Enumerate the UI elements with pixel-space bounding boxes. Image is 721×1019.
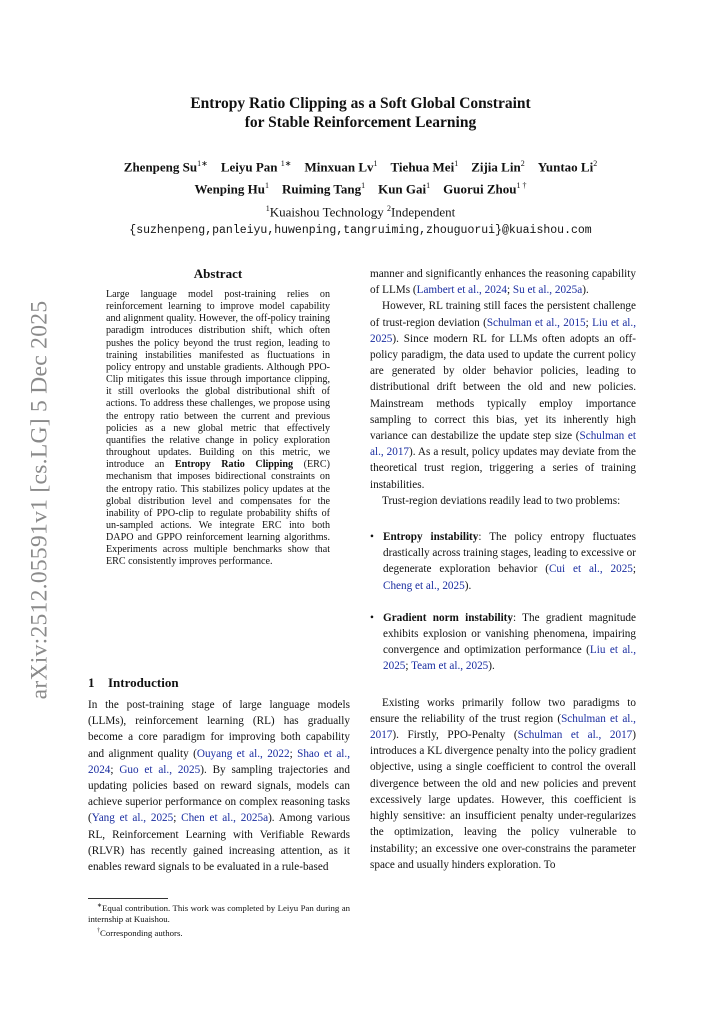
author-line-1	[0, 154, 721, 176]
citation-link[interactable]: Yang et al., 2025	[91, 812, 174, 825]
citation-link[interactable]: Cheng et al., 2025	[383, 579, 465, 592]
citation-link[interactable]: Su et al., 2025a	[512, 284, 583, 297]
author-affil: 1	[264, 181, 269, 191]
abstract-body: Large language model post-training relies on reinforcement learning to improve model capability and alignment quality. However, the off-policy training paradigm introduces distribution shift, which often pushes the policy beyond the trust region, leading to training instabilities manifested as fluctuations in policy entropy and unstable gradients. Although PPO-Clip mitigates this issue through importance clipping, it still overlooks the global distributional shift of actions. To address these challenges, we propose using the entropy ratio between the current and previous policies as a new global metric that effectively quantifies the relative change in policy exploration throughout updates. Building on this metric, we introduce an Entropy Ratio Clipping (ERC) mechanism that imposes bidirectional constraints on the entropy ratio. This stabilizes policy updates at the global distribution level and compensates for the inability of PPO-clip to regulate probability shifts of un-sampled actions. We integrate ERC into both DAPO and GPPO reinforcement learning algorithms. Experiments across multiple benchmarks show that ERC consistently improves performance.	[106, 289, 330, 568]
author: Kun Gai	[378, 181, 427, 197]
citation-link[interactable]: Schulman et al., 2017	[370, 430, 636, 459]
author: Tiehua Mei	[390, 159, 455, 175]
author-affil: 1	[361, 181, 366, 191]
author-affil: 1	[454, 159, 459, 168]
author: Zijia Lin	[471, 159, 521, 175]
footnotes	[88, 901, 350, 939]
author: Zhenpeng Su	[123, 159, 198, 175]
author-affil: 1∗	[280, 159, 292, 168]
list-item: • Gradient norm instability: The gradient magnitude exhibits explosion or vanishing phenomena, impairing convergence and optimization performance (Liu et al., 2025; Team et al., 2025).	[370, 610, 636, 675]
author-affil: 1	[426, 181, 431, 191]
author: Yuntao Li	[537, 159, 594, 175]
citation-link[interactable]: Liu et al., 2025	[370, 316, 637, 345]
section-heading-introduction	[88, 675, 179, 691]
author: Guorui Zhou	[443, 181, 517, 197]
footnote-divider	[88, 898, 168, 899]
author: Ruiming Tang	[281, 181, 362, 197]
abstract-heading: Abstract	[193, 266, 243, 281]
citation-link[interactable]: Schulman et al., 2015	[486, 316, 586, 329]
citation-link[interactable]: Liu et al., 2025	[383, 644, 636, 673]
paragraph: Trust-region deviations readily lead to two problems:	[382, 494, 621, 507]
problem-list	[370, 529, 636, 675]
paragraph: However, RL training still faces the persistent challenge of trust-region deviation (Schulman et al., 2015; Liu et al., 2025). Since modern RL for LLMs often adopts an off-policy paradigm, the data used to update the current policy are generated by older behavior policies, leading to distributional drift between the old and new policies. Mainstream methods typically employ importance sampling to correct this bias, yet its inherently high variance can destabilize the update step size (Schulman et al., 2017). As a result, policy updates may deviate from the theoretical trust region, triggering a series of training instabilities.	[370, 300, 637, 491]
footnote-equal-contribution: ∗Equal contribution. This work was completed by Leiyu Pan during an internship at Kuaishou.	[88, 902, 350, 925]
citation-link[interactable]: Cui et al., 2025	[548, 563, 633, 576]
author-line-2	[0, 176, 721, 198]
affiliations: $^1$Kuaishou Technology $^2$Independent	[265, 203, 456, 219]
section-number: 1	[88, 675, 95, 690]
author-affil: 2	[520, 159, 525, 168]
author: Wenping Hu	[194, 181, 265, 197]
author-affil: 1∗	[197, 159, 208, 168]
paragraph: manner and significantly enhances the reasoning capability of LLMs (Lambert et al., 2024; Su et al., 2025a).	[370, 268, 636, 297]
author-affil: 1 †	[516, 181, 527, 191]
author: Minxuan Lv	[304, 159, 374, 175]
author: Leiyu Pan	[220, 159, 278, 175]
intro-paragraph: In the post-training stage of large language models (LLMs), reinforcement learning (RL) has gradually become a core paradigm for improving both capability and alignment quality (Ouyang et al., 2022; Shao et al., 2024; Guo et al., 2025). By sampling trajectories and updating policies based on reward signals, models can achieve superior performance on complex reasoning tasks (Yang et al., 2025; Chen et al., 2025a). Among various RL, Reinforcement Learning with Verifiable Rewards (RLVR) has recently gained increasing attention, as it enables reward signals to be evaluated in a rule-based	[88, 699, 350, 874]
author-block	[0, 154, 721, 240]
right-column-body	[370, 266, 636, 873]
email[interactable]: {suzhenpeng,panleiyu,huwenping,tangruiming,zhouguorui}@kuaishou.com	[129, 223, 592, 237]
author-affil: 2	[593, 159, 598, 168]
arxiv-watermark	[10, 300, 70, 700]
citation-link[interactable]: Schulman et al., 2017	[517, 729, 633, 742]
citation-link[interactable]: Team et al., 2025	[411, 660, 489, 673]
paragraph: Existing works primarily follow two paradigms to ensure the reliability of the trust region (Schulman et al., 2017). Firstly, PPO-Penalty (Schulman et al., 2017) introduces a KL divergence penalty into the policy gradient objective, using a single coefficient to control the overall divergence between the old and new policies and prevent excessively large updates. However, this coefficient is highly sensitive: an insufficient penalty under-regularizes the optimization, leaving the policy vulnerable to instability; an excessive one over-constrains the parameter space and usually hinders exploration. To	[370, 696, 636, 871]
citation-link[interactable]: Chen et al., 2025a	[181, 812, 269, 825]
footnote-corresponding: †Corresponding authors.	[97, 927, 183, 938]
list-item: • Entropy instability: The policy entropy fluctuates drastically across training stages, leading to excessive or degenerate exploration behavior (Cui et al., 2025; Cheng et al., 2025).	[370, 529, 636, 594]
citation-link[interactable]: Ouyang et al., 2022	[196, 747, 290, 760]
title-line-1: Entropy Ratio Clipping as a Soft Global Constraint	[190, 95, 531, 112]
arxiv-id[interactable]: arXiv:2512.05591v1 [cs.LG] 5 Dec 2025	[26, 300, 53, 700]
section-title: Introduction	[108, 675, 179, 690]
citation-link[interactable]: Guo et al., 2025	[119, 763, 201, 776]
paper-title	[0, 94, 721, 132]
citation-link[interactable]: Shao et al., 2024	[88, 747, 350, 776]
citation-link[interactable]: Schulman et al., 2017	[370, 712, 636, 742]
citation-link[interactable]: Lambert et al., 2024	[416, 284, 508, 297]
left-column-body	[88, 697, 350, 875]
title-line-2: for Stable Reinforcement Learning	[244, 114, 477, 131]
author-affil: 1	[373, 159, 378, 168]
